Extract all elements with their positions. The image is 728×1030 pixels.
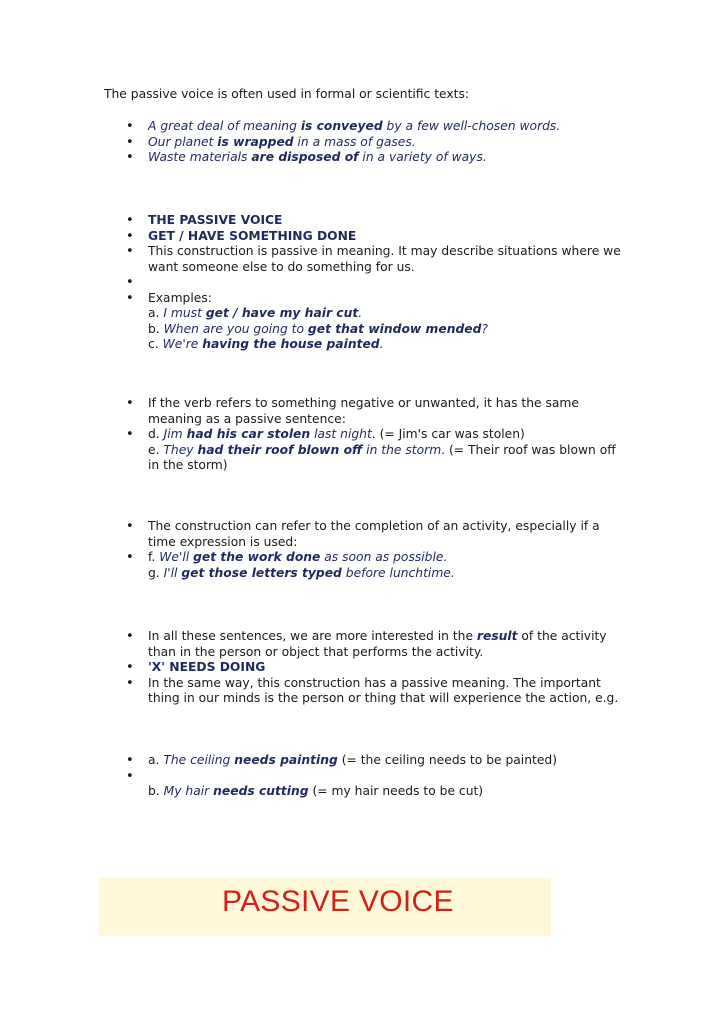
bullet-list-1 — [0, 119, 628, 166]
section-heading: THE PASSIVE VOICE — [148, 213, 283, 227]
list-item — [0, 769, 628, 785]
bullet-list-3 — [0, 396, 628, 474]
list-item: • In the same way, this construction has a passive meaning. The important thing in our minds is the person or thing that will experience the action, e.g. — [0, 676, 628, 707]
list-item: • In all these sentences, we are more interested in the result of the activity than in the person or object that performs the activity. — [0, 629, 628, 660]
section-heading: GET / HAVE SOMETHING DONE — [148, 228, 357, 243]
list-item: • Our planet is wrapped in a mass of gases. — [0, 135, 628, 151]
list-item: b. My hair needs cutting (= my hair needs to be cut) — [148, 784, 484, 798]
intro-text: The passive voice is often used in formal or scientific texts: — [104, 87, 470, 101]
section-heading: 'X' NEEDS DOING — [148, 660, 266, 674]
list-item: • A great deal of meaning is conveyed by a few well-chosen words. — [0, 119, 628, 135]
list-item: • f. We'll get the work done as soon as possible. g. I'll get those letters typed before lunchtime. — [0, 550, 628, 581]
title-banner — [99, 878, 551, 936]
list-item — [0, 229, 628, 245]
list-item: • a. The ceiling needs painting (= the ceiling needs to be painted) — [0, 753, 628, 769]
list-item: • Waste materials are disposed of in a variety of ways. — [0, 150, 628, 166]
list-item — [0, 275, 628, 291]
page-title: PASSIVE VOICE — [222, 885, 454, 918]
list-item — [0, 660, 628, 676]
list-item: • d. Jim had his car stolen last night. (= Jim's car was stolen) e. They had their roof blown off in the storm. (= Their roof was blown off in the storm) — [0, 427, 628, 474]
list-item: • If the verb refers to something negative or unwanted, it has the same meaning as a passive sentence: — [0, 396, 628, 427]
bullet-list-2 — [0, 213, 628, 353]
list-item — [0, 213, 628, 229]
list-item: • This construction is passive in meaning. It may describe situations where we want someone else to do something for us. — [0, 244, 628, 275]
list-item: • The construction can refer to the completion of an activity, especially if a time expression is used: — [0, 519, 628, 550]
list-item: • Examples: a. I must get / have my hair cut. b. When are you going to get that window mended? c. We're having the house painted. — [0, 291, 628, 353]
bullet-list-4 — [0, 519, 628, 581]
bullet-list-5 — [0, 629, 628, 707]
bullet-list-6 — [0, 753, 628, 800]
